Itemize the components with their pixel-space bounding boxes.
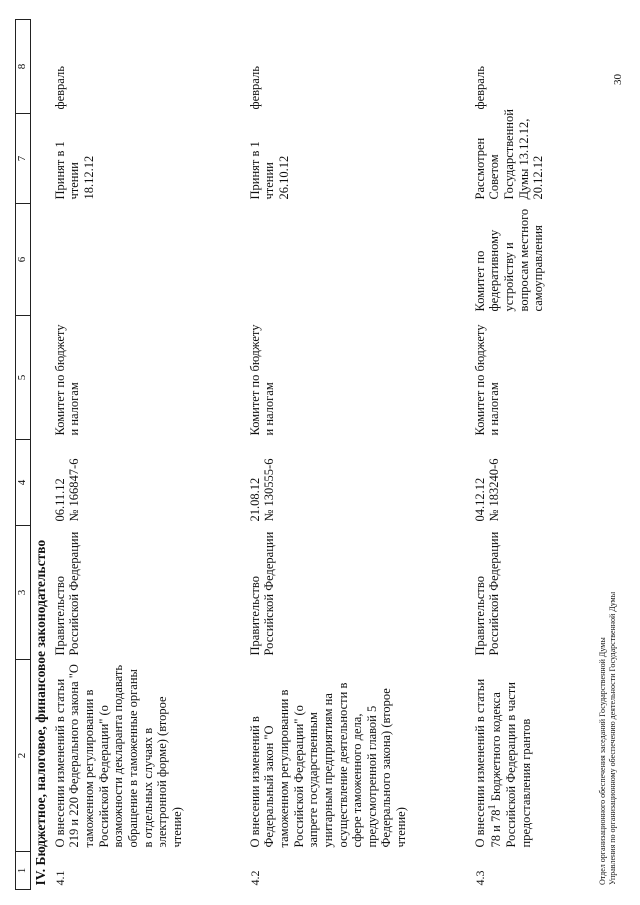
responsible-committee: Комитет по бюджету и налогам (52, 324, 82, 436)
col-header-4: 4 (16, 440, 31, 526)
bill-status: Принят в 1 чтении 18.12.12 (52, 141, 97, 200)
footer-line-2: Управления по организационному обеспечению деятельности Государственной Думы (608, 591, 617, 885)
bill-title (471, 660, 548, 852)
registration (51, 440, 246, 526)
registration-date: 04.12.12 (472, 477, 487, 522)
bill-title: О внесении изменений в Федеральный закон "О таможенном регулировании в Российской Федерации" (о запрете государственным унитарным предприятиям на осуществление деятельности в сфере таможенного дела, предусмотренной главой 5 Федерального закона) (второе чтение) (247, 682, 409, 848)
row-number: 4.3 (472, 870, 487, 886)
registration-number: № 183240-6 (487, 458, 502, 522)
col-header-7: 7 (16, 114, 31, 204)
co-committee: Комитет по федеративному устройству и вопросам местного самоуправления (472, 208, 546, 312)
col-header-5: 5 (16, 316, 31, 440)
table-row (51, 20, 246, 890)
bill-title-end: Бюджетного кодекса Российской Федерации в части предоставления грантов (489, 682, 533, 848)
page-number: 30 (612, 74, 624, 85)
legislation-table (15, 19, 548, 890)
planned-month: февраль (247, 66, 262, 110)
co-committee (51, 204, 246, 316)
registration-number: № 130555-6 (262, 458, 277, 522)
col-header-6: 6 (16, 204, 31, 316)
row-number: 4.1 (52, 870, 67, 886)
col-header-2: 2 (16, 660, 31, 852)
co-committee (246, 204, 471, 316)
bill-title-superscript: 1 (487, 804, 499, 810)
bill-author: Правительство Российской Федерации (247, 531, 277, 656)
planned-month: февраль (52, 66, 67, 110)
table-row (471, 20, 548, 890)
col-header-8: 8 (16, 20, 31, 114)
bill-status: Рассмотрен Советом Государственной Думы 13.12.12, 20.12.12 (472, 109, 546, 200)
bill-title: О внесении изменений в статьи 219 и 220 Федерального закона "О таможенном регулировании в Российской Федерации" (о возможности декларанта подавать обращение в таможенные органы в отдельных случаях в электронной форме) (второе чтение) (52, 664, 184, 848)
table-row (246, 20, 471, 890)
section-title: IV. Бюджетное, налоговое, финансовое законодательство (33, 539, 48, 886)
registration-date: 06.11.12 (52, 478, 67, 522)
section-row (31, 20, 51, 890)
bill-author: Правительство Российской Федерации (472, 531, 502, 656)
responsible-committee: Комитет по бюджету и налогам (472, 324, 502, 436)
bill-author: Правительство Российской Федерации (52, 531, 82, 656)
responsible-committee: Комитет по бюджету и налогам (247, 324, 277, 436)
bill-status: Принят в 1 чтении 26.10.12 (247, 141, 292, 200)
page-footer (598, 592, 618, 885)
registration (471, 440, 548, 526)
row-number: 4.2 (247, 870, 262, 886)
registration-date: 21.08.12 (247, 477, 262, 522)
footer-line-1: Отдел организационного обеспечения заседаний Государственной Думы (598, 637, 607, 885)
registration (246, 440, 471, 526)
col-header-1: 1 (16, 852, 31, 890)
bill-title-start: О внесении изменений в статьи 78 и 78 (472, 678, 504, 848)
planned-month: февраль (472, 66, 487, 110)
registration-number: № 166847-6 (67, 458, 82, 522)
column-number-header (16, 20, 31, 890)
col-header-3: 3 (16, 526, 31, 660)
